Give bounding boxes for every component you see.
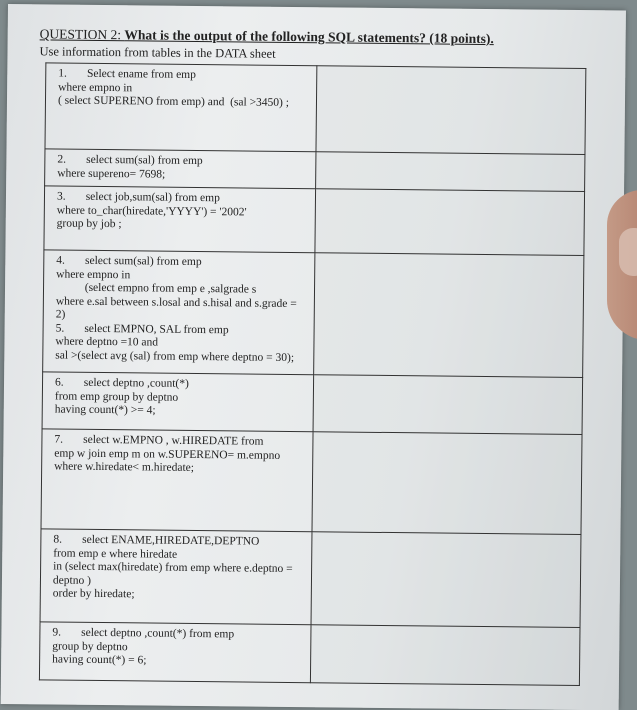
worksheet-paper	[1, 4, 626, 710]
table-row	[44, 186, 585, 256]
table-row	[39, 622, 580, 686]
table-row	[43, 250, 584, 378]
question-cell	[41, 429, 313, 532]
answer-cell-4	[314, 253, 584, 378]
sql-query-4-5: 4. select sum(sal) from emp where empno in (select empno from emp e ,salgrade s where e.sal between s.losal and s.hisal and s.grade = 2) 5. select EMPNO, SAL from emp where deptno =10 and sal >(select avg (sal) from emp where deptno = 30);	[55, 254, 297, 364]
sql-query-6: 6. select deptno ,count(*) from emp group by deptno having count(*) >= 4;	[54, 376, 189, 417]
sql-query-3: 3. select job,sum(sal) from emp where to_char(hiredate,'YYYY') = '2002' group by job ;	[56, 190, 247, 231]
question-cell	[45, 149, 316, 189]
question-cell	[39, 622, 311, 683]
table-row	[45, 149, 585, 192]
question-cell	[43, 250, 315, 375]
table-row	[42, 372, 583, 435]
question-header	[39, 26, 599, 65]
table-row	[41, 429, 582, 535]
table-row	[45, 63, 586, 155]
question-cell	[42, 372, 314, 432]
sql-query-9: 9. select deptno ,count(*) from emp group by deptno having count(*) = 6;	[52, 626, 235, 667]
sql-query-7: 7. select w.EMPNO , w.HIREDATE from emp w join emp m on w.SUPERENO= m.empno where w.hiredate< m.hiredate;	[54, 433, 281, 474]
questions-table	[39, 62, 586, 686]
sql-query-1: 1. Select ename from emp where empno in ( select SUPERENO from emp) and (sal >3450) ;	[57, 67, 290, 109]
answer-cell-1	[316, 66, 586, 155]
question-subtitle: Use information from tables in the DATA sheet	[39, 44, 276, 61]
answer-cell-7	[312, 432, 582, 535]
question-cell	[40, 529, 312, 625]
sql-query-8: 8. select ENAME,HIREDATE,DEPTNO from emp e where hiredate in (select max(hiredate) from emp where e.deptno = deptno ) order by hiredate;	[52, 533, 293, 601]
answer-cell-6	[313, 375, 583, 435]
answer-cell-9	[310, 625, 580, 686]
question-number: QUESTION 2:	[39, 26, 125, 43]
question-cell	[44, 186, 316, 253]
answer-cell-3	[315, 189, 585, 256]
answer-cell-8	[311, 532, 581, 628]
question-prompt: What is the output of the following SQL statements? (18 points).	[124, 27, 494, 47]
question-cell	[45, 63, 317, 152]
thumb-image	[607, 190, 637, 340]
sql-query-2: 2. select sum(sal) from emp where supereno= 7698;	[57, 153, 203, 181]
table-row	[40, 529, 581, 628]
answer-cell-2	[316, 152, 585, 192]
